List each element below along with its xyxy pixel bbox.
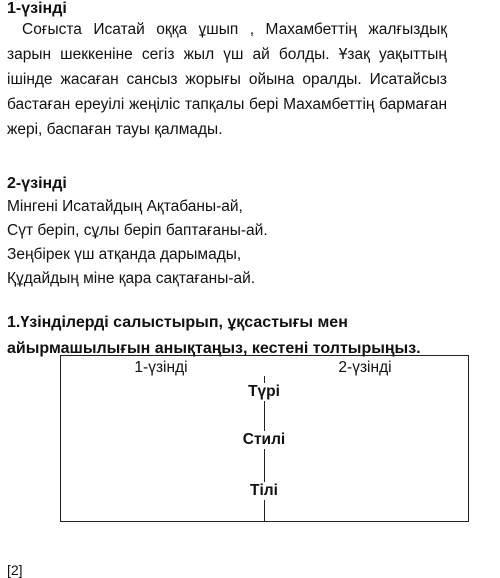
column-header-excerpt2: 2-үзінді [338,359,392,376]
row-label-type: Түрі [248,383,280,400]
row-label-language: Тілі [250,482,278,499]
task-instruction: 1.Үзінділерді салыстырып, ұқсастығы мен айырмашылығын анықтаңыз, кестені толтырыңыз. [7,314,421,357]
excerpt2-poem [7,195,268,291]
excerpt1-text: Соғыста Исатай оққа ұшып , Махамбеттің жалғыздық зарын шеккеніне сегіз жыл үш ай болды. Ұзақ уақыттың ішінде жасаған сансыз жорығы ойына оралды. Исатайсыз бастаған ереуілі жеңіліс тапқалы бері Махамбеттің бармаған жері, баспаған тауы қалмады. [7,21,447,138]
excerpt2-heading: 2-үзінді [7,175,67,192]
excerpt1-heading: 1-үзінді [7,0,67,17]
poem-line: Құдайдың міне қара сақтағаны-ай. [7,270,256,287]
poem-line: Зеңбірек үш атқанда дарымады, [7,246,242,263]
row-label-style: Стилі [242,431,286,448]
score-marker: [2] [7,562,23,578]
poem-line: Сүт беріп, сұлы беріп баптағаны-ай. [7,222,268,239]
column-header-excerpt1: 1-үзінді [134,359,188,376]
comparison-table [60,355,469,522]
poem-line: Мінгені Исатайдың Ақтабаны-ай, [7,198,243,215]
